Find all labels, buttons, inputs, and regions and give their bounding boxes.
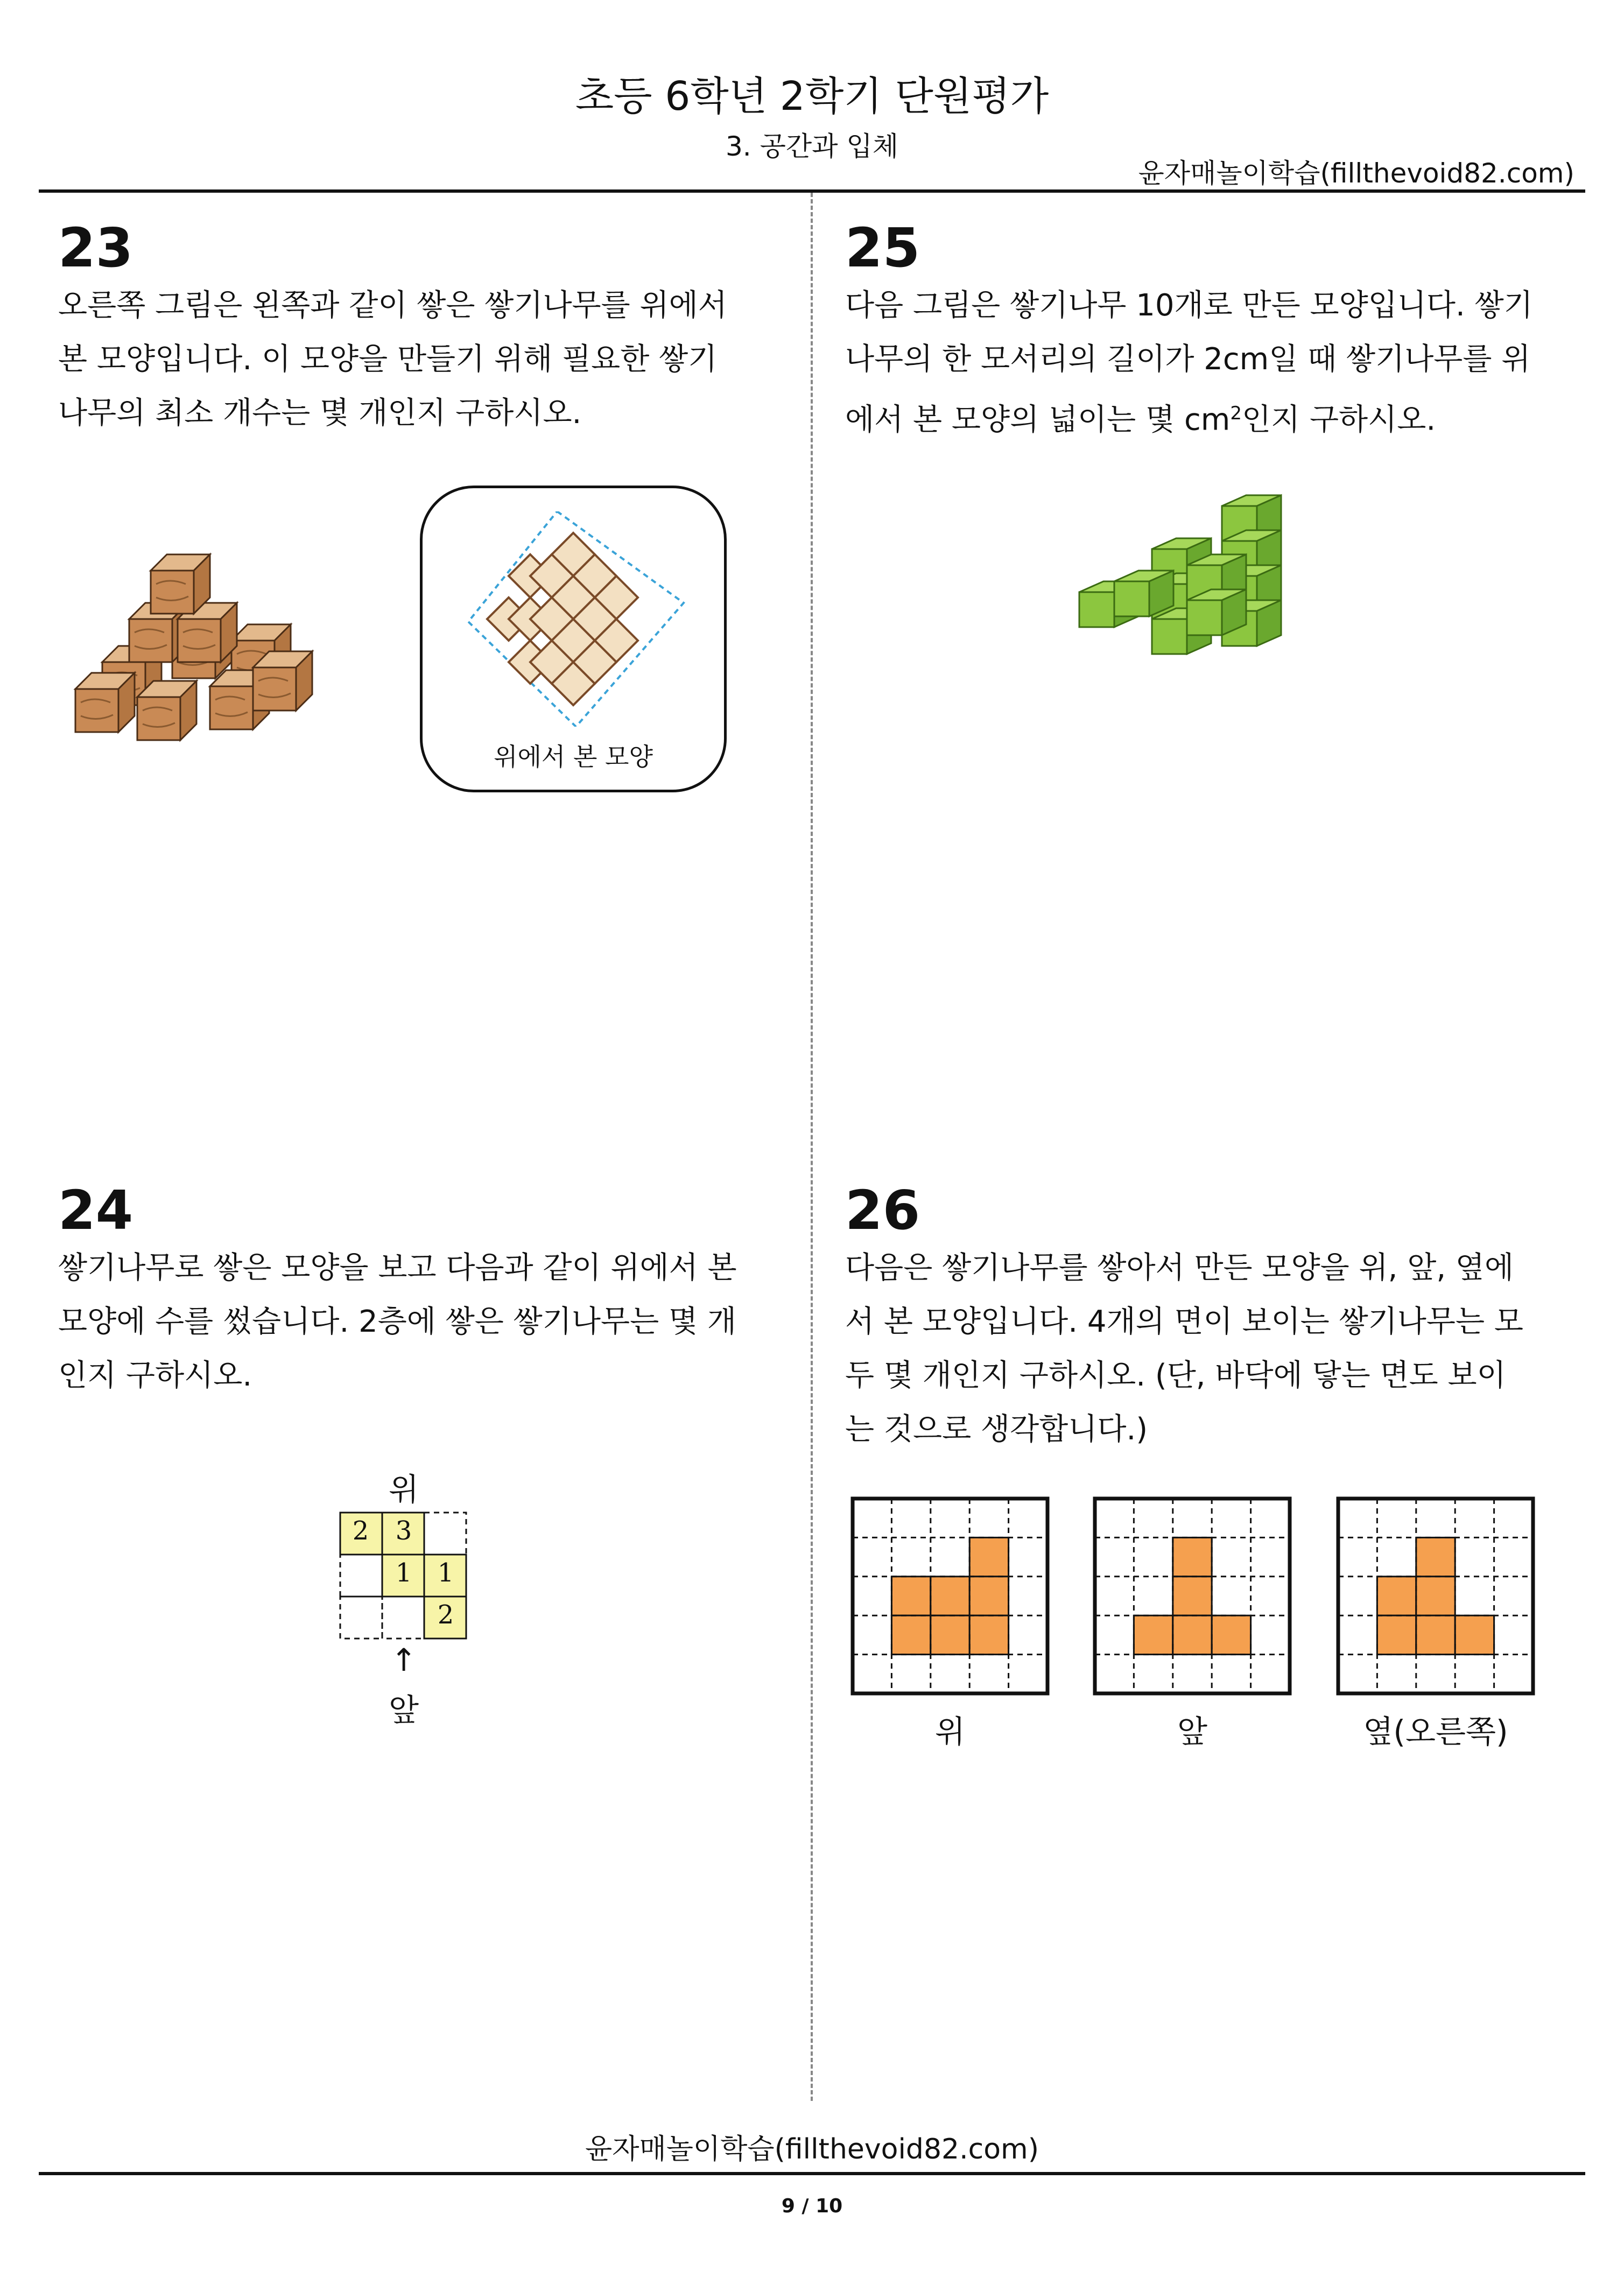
grid-cell-r1c2: 3 <box>395 1516 412 1546</box>
question-24-line-3: 인지 구하시오. <box>58 1358 252 1393</box>
grid-cell-r2c3: 1 <box>437 1558 454 1588</box>
unit-subtitle: 3. 공간과 입체 <box>726 131 898 162</box>
view-cell <box>1416 1615 1455 1654</box>
question-25-number: 25 <box>845 216 920 279</box>
view-cell <box>1377 1615 1416 1654</box>
view-cell <box>1416 1537 1455 1576</box>
view-front-grid <box>1093 1496 1292 1696</box>
view-cell <box>969 1615 1008 1654</box>
view-cell <box>1455 1615 1494 1654</box>
footer-rule <box>39 2172 1585 2175</box>
question-26-line-2: 서 본 모양입니다. 4개의 면이 보이는 쌓기나무는 모 <box>845 1304 1523 1339</box>
view-front-label: 앞 <box>1177 1713 1208 1750</box>
grid-cell-r1c1: 2 <box>352 1516 369 1546</box>
question-25-line-3b: 인지 구하시오. <box>1241 402 1436 438</box>
site-credit-top[interactable]: 윤자매놀이학습(fillthevoid82.com) <box>1138 158 1574 189</box>
view-cell <box>891 1577 930 1615</box>
view-cell <box>1173 1577 1212 1615</box>
question-25-line-1: 다음 그림은 쌓기나무 10개로 만든 모양입니다. 쌓기 <box>845 288 1533 323</box>
top-view-diamond <box>463 511 689 727</box>
question-26-number: 26 <box>845 1179 920 1242</box>
question-25-line-2: 나무의 한 모서리의 길이가 2cm일 때 쌓기나무를 위 <box>845 342 1531 377</box>
view-cell <box>969 1577 1008 1615</box>
question-24-number: 24 <box>58 1179 133 1242</box>
front-arrow: ↑ <box>390 1642 417 1678</box>
question-24-line-1: 쌓기나무로 쌓은 모양을 보고 다음과 같이 위에서 본 <box>58 1250 737 1285</box>
question-23-line-3: 나무의 최소 개수는 몇 개인지 구하시오. <box>58 396 582 431</box>
view-cell <box>1377 1577 1416 1615</box>
view-cell <box>1134 1615 1172 1654</box>
view-side-grid <box>1336 1496 1535 1696</box>
page-title: 초등 6학년 2학기 단원평가 <box>575 73 1049 119</box>
question-23-text <box>58 279 753 440</box>
question-23-line-2: 본 모양입니다. 이 모양을 만들기 위해 필요한 쌓기 <box>58 342 718 377</box>
question-26-line-4: 는 것으로 생각합니다.) <box>845 1412 1148 1447</box>
top-view-label: 위에서 본 모양 <box>494 742 653 771</box>
page-number: 9 / 10 <box>781 2195 843 2217</box>
grid-front-label: 앞 <box>388 1692 419 1728</box>
question-23-line-1: 오른쪽 그림은 왼쪽과 같이 쌓은 쌓기나무를 위에서 <box>58 288 727 323</box>
question-25-superscript: 2 <box>1230 403 1242 424</box>
question-24-line-2: 모양에 수를 썼습니다. 2층에 쌓은 쌓기나무는 몇 개 <box>58 1304 736 1339</box>
question-24-text <box>58 1241 753 1403</box>
question-26-text <box>845 1241 1539 1457</box>
question-26-line-3: 두 몇 개인지 구하시오. (단, 바닥에 닿는 면도 보이 <box>845 1358 1506 1393</box>
view-cell <box>931 1615 969 1654</box>
view-top-label: 위 <box>934 1713 966 1750</box>
view-top-grid <box>850 1496 1050 1696</box>
view-cell <box>1212 1615 1250 1654</box>
top-view-number-grid <box>339 1511 468 1641</box>
green-block-stack <box>1077 484 1313 684</box>
view-cell <box>891 1615 930 1654</box>
question-26-line-1: 다음은 쌓기나무를 쌓아서 만든 모양을 위, 앞, 옆에 <box>845 1250 1514 1285</box>
grid-cell-r3c3: 2 <box>437 1600 454 1630</box>
column-divider <box>811 193 813 2101</box>
question-25-text <box>845 279 1539 447</box>
grid-top-label: 위 <box>388 1471 419 1508</box>
wood-block-stack <box>70 538 328 759</box>
question-25-line-3a: 에서 본 모양의 넓이는 몇 cm <box>845 402 1231 438</box>
view-side-label: 옆(오른쪽) <box>1363 1713 1508 1750</box>
view-cell <box>1173 1537 1212 1576</box>
view-cell <box>931 1577 969 1615</box>
site-credit-footer[interactable]: 윤자매놀이학습(fillthevoid82.com) <box>585 2133 1039 2166</box>
question-23-number: 23 <box>58 216 133 279</box>
question-25-line-3 <box>845 386 1539 447</box>
view-cell <box>1173 1615 1212 1654</box>
view-cell <box>1416 1577 1455 1615</box>
view-cell <box>969 1537 1008 1576</box>
grid-cell-r2c2: 1 <box>395 1558 412 1588</box>
